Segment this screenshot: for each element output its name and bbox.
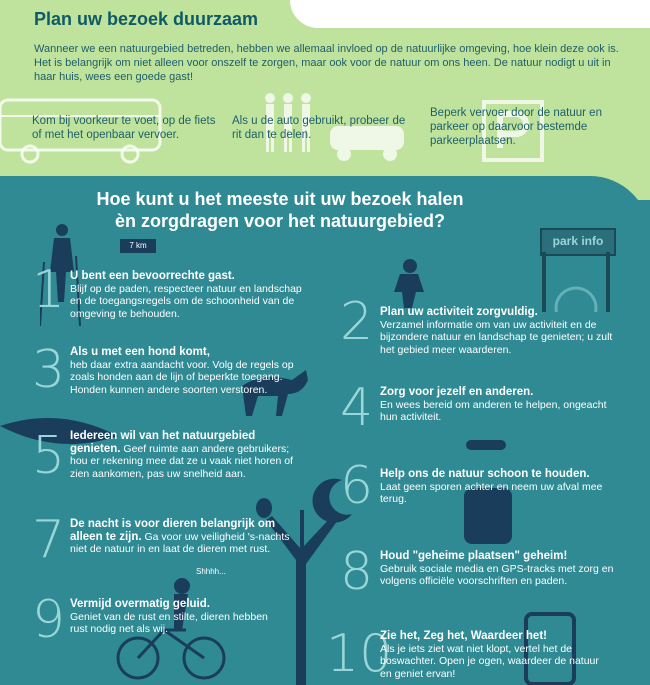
tip-4-title: Zorg voor jezelf en anderen. <box>380 386 534 398</box>
tip-4 <box>380 386 620 424</box>
tip-number-7: 7 <box>32 510 66 570</box>
transport-tip-walk-bike: Kom bij voorkeur te voet, op de fiets of met het openbaar vervoer. <box>32 115 216 141</box>
intro-text: Wanneer we een natuurgebied betreden, hebben we allemaal invloed op de natuurlijke omgeving, hoe klein deze ook is. Het is belangrijk om niet alleen voor onszelf te zorgen, maar ook voor de natuur om ons heen. De natuur nodigt u uit in haar huis, wees een goede gast! <box>34 43 619 83</box>
transport-tips <box>0 92 650 172</box>
tip-7-text: Ga voor uw veiligheid 's-nachts niet de natuur in en laat de dieren met rust. <box>70 530 290 555</box>
tip-10-text: Als je iets ziet wat niet klopt, vertel het de boswachter. Open je ogen, waardeer de natuur en geniet ervan! <box>380 642 599 680</box>
tip-3-title: Als u met een hond komt, <box>70 346 210 358</box>
tip-5-text: Geef ruimte aan andere gebruikers; hou er rekening mee dat ze u vaak niet horen of zien aankomen, pas uw snelheid aan. <box>70 442 293 480</box>
info-sign-post-icon <box>540 252 620 312</box>
tip-number-5: 5 <box>32 426 66 486</box>
tip-9 <box>70 598 270 636</box>
shh-text: Shhhh... <box>196 567 226 576</box>
tip-1-title: U bent een bevoorrechte gast. <box>70 270 235 282</box>
tip-9-title: Vermijd overmatig geluid. <box>70 598 210 610</box>
transport-tip-carpool: Als u de auto gebruikt, probeer de rit dan te delen. <box>232 115 406 141</box>
transport-tip-parking: Beperk vervoer door de natuur en parkeer op daarvoor bestemde parkeerplaatsen. <box>430 107 602 147</box>
park-info-sign: park info <box>540 228 616 256</box>
tip-number-3: 3 <box>32 340 66 400</box>
tip-2-text: Verzamel informatie om van uw activiteit en de bijzondere natuur en landschap te genieten; u zult het gebied meer waarderen. <box>380 318 613 356</box>
page-title: Plan uw bezoek duurzaam <box>34 9 259 29</box>
tips-heading-line2: èn zorgdragen voor het natuurgebied? <box>114 211 446 231</box>
tip-3 <box>70 346 310 396</box>
tip-8 <box>380 550 620 588</box>
tips-heading-line1: Hoe kunt u het meeste uit uw bezoek halen <box>96 189 464 209</box>
tip-number-6: 6 <box>340 456 374 516</box>
tip-number-9: 9 <box>32 590 66 650</box>
tip-8-title: Houd "geheime plaatsen" geheim! <box>380 550 568 562</box>
tip-6-text: Laat geen sporen achter en neem uw afval mee terug. <box>380 480 603 505</box>
tip-number-8: 8 <box>340 542 374 602</box>
tip-1-text: Blijf op de paden, respecteer natuur en landschap en de toegangsregels om de schoonheid van de omgeving te behouden. <box>70 282 302 320</box>
tip-5-title: Iedereen wil van het natuurgebied genieten. <box>70 430 256 455</box>
tip-7-title: De nacht is voor dieren belangrijk om alleen te zijn. <box>70 518 276 543</box>
runner-icon <box>380 258 440 310</box>
top-tab <box>290 0 650 28</box>
tip-3-text: heb daar extra aandacht voor. Volg de regels op zoals honden aan de lijn of beperkte toegang. Honden kunnen andere soorten verstoren. <box>70 358 294 396</box>
tip-10-title: Zie het, Zeg het, Waardeer het! <box>380 630 547 642</box>
tip-1 <box>70 270 306 320</box>
tip-4-text: En wees bereid om anderen te helpen, ongeacht hun activiteit. <box>380 398 607 423</box>
tip-8-text: Gebruik sociale media en GPS-tracks met zorg en volgens officiële voorschriften en paden. <box>380 562 614 587</box>
tip-number-10: 10 <box>326 624 393 684</box>
tip-7 <box>70 518 306 556</box>
tip-9-text: Geniet van de rust en stilte, dieren hebben rust nodig net als wij. <box>70 610 268 635</box>
tip-2 <box>380 306 620 356</box>
distance-sign: 7 km <box>120 239 156 253</box>
tip-6 <box>380 468 610 506</box>
tip-2-title: Plan uw activiteit zorgvuldig. <box>380 306 538 318</box>
tip-number-4: 4 <box>340 378 374 438</box>
tip-number-1: 1 <box>32 260 66 320</box>
tip-number-2: 2 <box>340 292 374 352</box>
tip-5 <box>70 430 306 480</box>
tip-6-title: Help ons de natuur schoon te houden. <box>380 468 590 480</box>
tip-10 <box>380 630 610 680</box>
